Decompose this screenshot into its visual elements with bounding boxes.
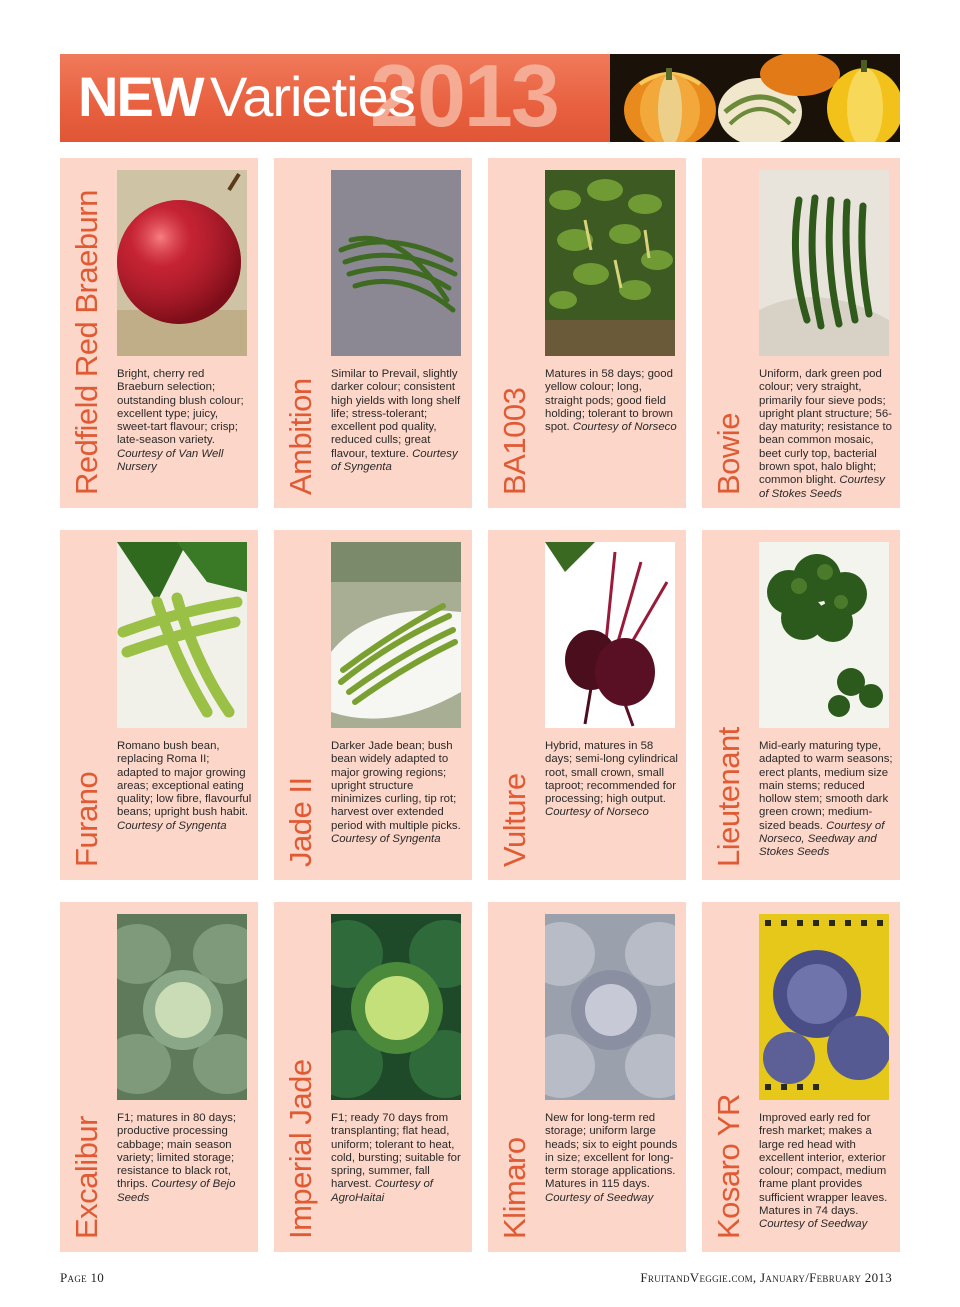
variety-description xyxy=(117,1112,253,1205)
description-text: Matures in 58 days; good yellow colour; long, straight pods; good field holding; tolerant to brown spot. xyxy=(545,368,673,434)
banner-varieties: Varieties xyxy=(210,65,415,128)
variety-name: Furano xyxy=(69,771,104,867)
credit-text: Courtesy of Seedway xyxy=(759,1218,868,1231)
bean-bowl-photo xyxy=(331,542,461,728)
variety-card-klimaro xyxy=(488,902,686,1252)
red-cabbage-crate-photo xyxy=(759,914,889,1100)
variety-name: Bowie xyxy=(711,413,746,495)
credit-text: Courtesy of Syngenta xyxy=(331,833,441,846)
variety-name: Jade II xyxy=(283,777,318,867)
variety-name: Redfield Red Braeburn xyxy=(69,190,104,495)
variety-card-kosaro-yr xyxy=(702,902,900,1252)
variety-description xyxy=(331,368,467,474)
description-text: Romano bush bean, replacing Roma II; adapted to major growing areas; exceptional eating quality; low fibre, flavourful beans; upright bush habit. xyxy=(117,740,252,819)
variety-description xyxy=(759,1112,895,1232)
banner-year: 2013 xyxy=(370,54,558,145)
credit-text: Courtesy of Norseco xyxy=(545,806,649,819)
header-banner xyxy=(60,54,900,146)
variety-description xyxy=(117,740,253,833)
variety-description xyxy=(331,1112,467,1205)
cabbage-photo xyxy=(117,914,247,1100)
bean-field-photo xyxy=(545,170,675,356)
variety-name: Vulture xyxy=(497,773,532,867)
variety-card-lieutenant xyxy=(702,530,900,880)
variety-description xyxy=(545,1112,681,1205)
description-text: Uniform, dark green pod colour; very straight, primarily four sieve pods; upright plant structure; 56-day maturity; resistance to bean common mosaic, beet curly top, bacterial brown spot, halo blight; common blight. xyxy=(759,368,892,487)
variety-card-furano xyxy=(60,530,258,880)
credit-text: Courtesy of Van Well Nursery xyxy=(117,447,224,474)
variety-name: BA1003 xyxy=(497,387,532,495)
beet-photo xyxy=(545,542,675,728)
variety-card-excalibur xyxy=(60,902,258,1252)
description-text: F1; matures in 80 days; productive processing cabbage; main season variety; limited storage; resistance to black rot, thrips. xyxy=(117,1112,237,1191)
credit-text: Courtesy of Stokes Seeds xyxy=(759,474,886,500)
variety-name: Kosaro YR xyxy=(711,1094,746,1239)
credit-text: Courtesy of Syngenta xyxy=(117,819,227,832)
variety-description xyxy=(759,368,895,501)
credit-text: Courtesy of Norseco, Seedway and Stokes Seeds xyxy=(759,819,885,859)
dark-green-bean-photo xyxy=(759,170,889,356)
banner-new: NEW xyxy=(78,65,203,128)
broccoli-photo xyxy=(759,542,889,728)
variety-description xyxy=(331,740,467,846)
variety-card-ba1003 xyxy=(488,158,686,508)
publication-info: FruitandVeggie.com, January/February 2013 xyxy=(640,1270,892,1285)
variety-card-imperial-jade xyxy=(274,902,472,1252)
description-text: F1; ready 70 days from transplanting; flat head, uniform; tolerant to heat, cold, bursting; suitable for spring, summer, fall harvest. xyxy=(331,1112,461,1191)
description-text: Darker Jade bean; bush bean widely adapted to major growing regions; upright structure minimizes curling, tip rot; harvest over extended period with multiple picks. xyxy=(331,740,461,832)
description-text: Mid-early maturing type, adapted to warm seasons; erect plants, medium size main stems; reduced hollow stem; smooth dark green crown; medium-sized beads. xyxy=(759,740,893,832)
variety-description xyxy=(759,740,895,860)
variety-card-ambition xyxy=(274,158,472,508)
credit-text: Courtesy of Seedway xyxy=(545,1191,654,1204)
variety-card-redfield-red-braeburn xyxy=(60,158,258,508)
variety-name: Imperial Jade xyxy=(283,1059,318,1239)
variety-name: Excalibur xyxy=(69,1116,104,1239)
credit-text: Courtesy of Syngenta xyxy=(331,447,458,474)
variety-description xyxy=(545,740,681,820)
red-cabbage-photo xyxy=(545,914,675,1100)
romano-bean-photo xyxy=(117,542,247,728)
description-text: Bright, cherry red Braeburn selection; outstanding blush colour; excellent type; juicy, sweet-tart flavour; crisp; late-season variety. xyxy=(117,368,244,447)
description-text: Similar to Prevail, slightly darker colour; consistent high yields with long shelf life; stress-tolerant; excellent pod quality, reduced culls; great flavour, texture. xyxy=(331,368,461,460)
green-bean-photo xyxy=(331,170,461,356)
credit-text: Courtesy of Norseco xyxy=(572,421,677,434)
variety-card-vulture xyxy=(488,530,686,880)
credit-text: Courtesy of AgroHaitai xyxy=(331,1178,433,1204)
variety-card-jade-ii xyxy=(274,530,472,880)
pumpkins-image xyxy=(610,54,900,142)
variety-name: Klimaro xyxy=(497,1137,532,1239)
credit-text: Courtesy of Bejo Seeds xyxy=(117,1178,236,1204)
green-cabbage-photo xyxy=(331,914,461,1100)
description-text: New for long-term red storage; uniform large heads; six to eight pounds in size; excellent for long-term storage applications. Matures in 115 days. xyxy=(545,1112,678,1191)
variety-card-bowie xyxy=(702,158,900,508)
description-text: Hybrid, matures in 58 days; semi-long cylindrical root, small crown, small taproot; recommended for processing; high output. xyxy=(545,740,678,806)
apple-photo xyxy=(117,170,247,356)
description-text: Improved early red for fresh market; makes a large red head with excellent interior, exterior colour; compact, medium frame plant provides sufficient wrapper leaves. Matures in 74 days. xyxy=(759,1112,888,1218)
variety-description xyxy=(545,368,681,434)
page-number: Page 10 xyxy=(60,1270,105,1285)
variety-name: Lieutenant xyxy=(711,727,746,867)
variety-name: Ambition xyxy=(283,378,318,495)
variety-description xyxy=(117,368,253,474)
